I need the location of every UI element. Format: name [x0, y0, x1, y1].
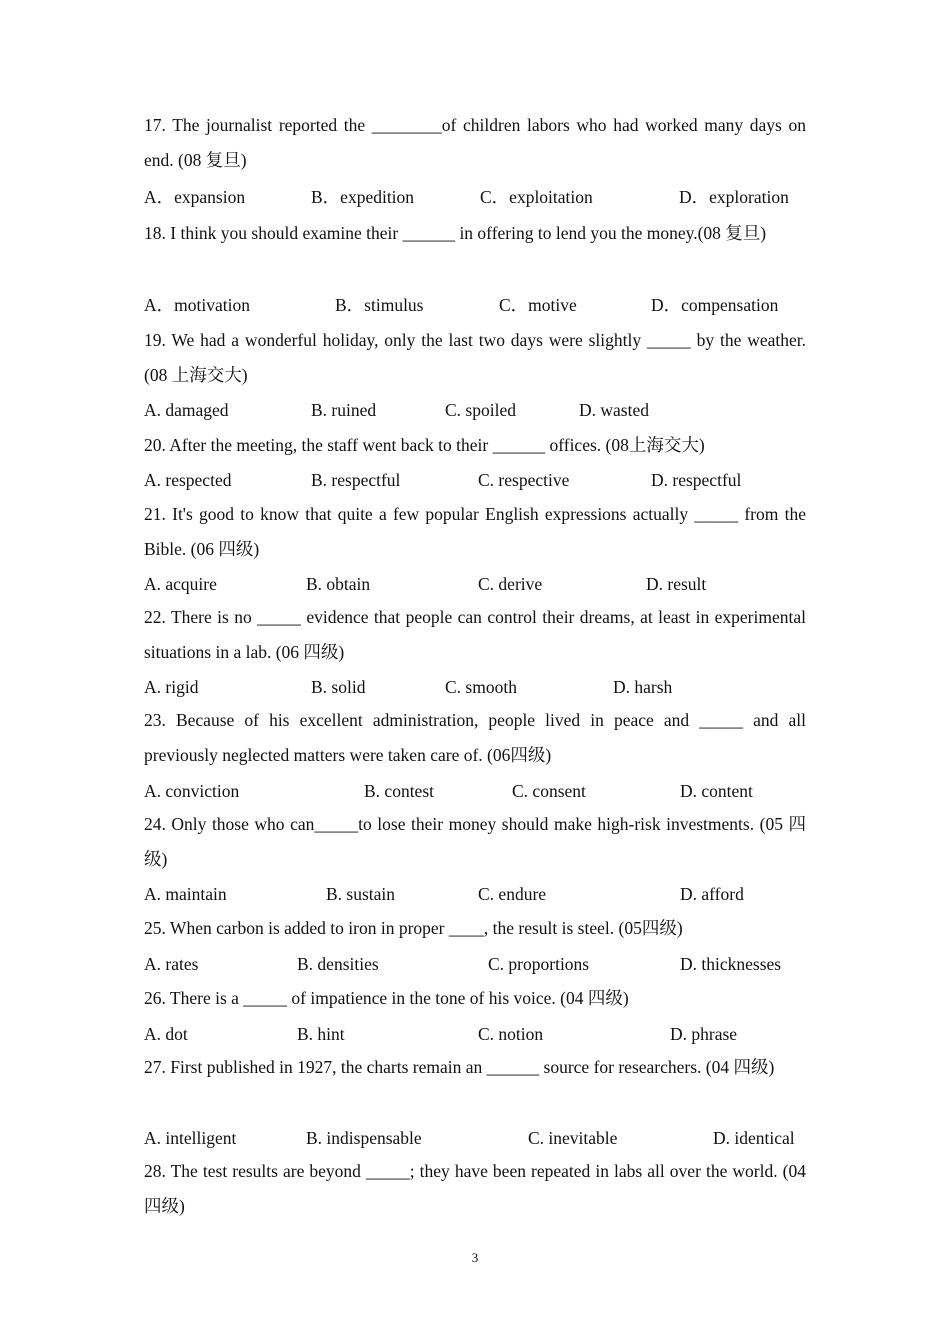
options-18	[144, 293, 824, 317]
option-b: B. hint	[297, 1024, 345, 1044]
question-26: 26. There is a _____ of impatience in the tone of his voice. (04 四级)	[144, 988, 629, 1008]
option-a: A．expansion	[144, 187, 246, 207]
question-18: 18. I think you should examine their ______ in offering to lend you the money.(08 复旦)	[144, 223, 767, 243]
option-d: D. afford	[680, 884, 744, 904]
option-a: A. acquire	[144, 574, 217, 594]
option-d: D. harsh	[613, 677, 673, 697]
option-c: C. notion	[478, 1024, 544, 1044]
option-b: B．expedition	[311, 187, 415, 207]
option-c: C. respective	[478, 470, 570, 490]
page-number: 3	[471, 1250, 479, 1265]
question-27: 27. First published in 1927, the charts remain an ______ source for researchers. (04 四级)	[144, 1057, 775, 1077]
option-b: B. solid	[311, 677, 366, 697]
options-22	[144, 675, 824, 699]
option-a: A. dot	[144, 1024, 188, 1044]
option-a: A. intelligent	[144, 1128, 237, 1148]
option-b: B. respectful	[311, 470, 401, 490]
option-c: C. consent	[512, 781, 586, 801]
question-25: 25. When carbon is added to iron in proper ____, the result is steel. (05四级)	[144, 918, 683, 938]
option-c: C. smooth	[445, 677, 517, 697]
options-25	[144, 952, 824, 976]
option-a: A．motivation	[144, 295, 250, 315]
question-23: 23. Because of his excellent administration, people lived in peace and _____ and all previously neglected matters were taken care of. (06四级)	[144, 710, 811, 765]
options-24	[144, 882, 824, 906]
option-b: B. contest	[364, 781, 434, 801]
options-26	[144, 1022, 824, 1046]
option-b: B．stimulus	[335, 295, 424, 315]
question-20: 20. After the meeting, the staff went back to their ______ offices. (08上海交大)	[144, 435, 705, 455]
option-a: A. damaged	[144, 400, 229, 420]
option-b: B. sustain	[326, 884, 396, 904]
option-c: C．exploitation	[480, 187, 593, 207]
option-b: B. indispensable	[306, 1128, 422, 1148]
options-23	[144, 779, 824, 803]
option-d: D. result	[646, 574, 707, 594]
option-c: C. proportions	[488, 954, 590, 974]
option-c: C. spoiled	[445, 400, 516, 420]
option-d: D．exploration	[679, 187, 789, 207]
question-28: 28. The test results are beyond _____; they have been repeated in labs all over the world. (04四级)	[144, 1161, 806, 1216]
options-20	[144, 468, 824, 492]
options-21	[144, 572, 824, 596]
option-d: D. respectful	[651, 470, 742, 490]
option-d: D. wasted	[579, 400, 649, 420]
option-b: B. ruined	[311, 400, 377, 420]
question-22: 22. There is no _____ evidence that people can control their dreams, at least in experimental situations in a lab. (06 四级)	[144, 607, 811, 662]
option-d: D. phrase	[670, 1024, 738, 1044]
option-a: A. conviction	[144, 781, 240, 801]
option-d: D. thicknesses	[680, 954, 782, 974]
option-c: C. endure	[478, 884, 547, 904]
question-21: 21. It's good to know that quite a few popular English expressions actually _____ from the Bible. (06 四级)	[144, 504, 811, 559]
option-a: A. rigid	[144, 677, 199, 697]
options-27	[144, 1126, 824, 1150]
option-b: B. obtain	[306, 574, 371, 594]
option-b: B. densities	[297, 954, 379, 974]
option-c: C. derive	[478, 574, 543, 594]
question-24: 24. Only those who can_____to lose their money should make high-risk investments. (05 四级)	[144, 814, 806, 869]
option-a: A. respected	[144, 470, 232, 490]
option-a: A. maintain	[144, 884, 227, 904]
option-d: D. content	[680, 781, 753, 801]
question-17: 17. The journalist reported the ________of children labors who had worked many days on end. (08 复旦)	[144, 115, 811, 170]
option-d: D. identical	[713, 1128, 795, 1148]
option-d: D．compensation	[651, 295, 779, 315]
options-17	[144, 185, 824, 209]
options-19	[144, 398, 824, 422]
option-c: C. inevitable	[528, 1128, 618, 1148]
question-19: 19. We had a wonderful holiday, only the last two days were slightly _____ by the weather. (08 上海交大)	[144, 330, 811, 385]
option-a: A. rates	[144, 954, 199, 974]
option-c: C．motive	[499, 295, 577, 315]
